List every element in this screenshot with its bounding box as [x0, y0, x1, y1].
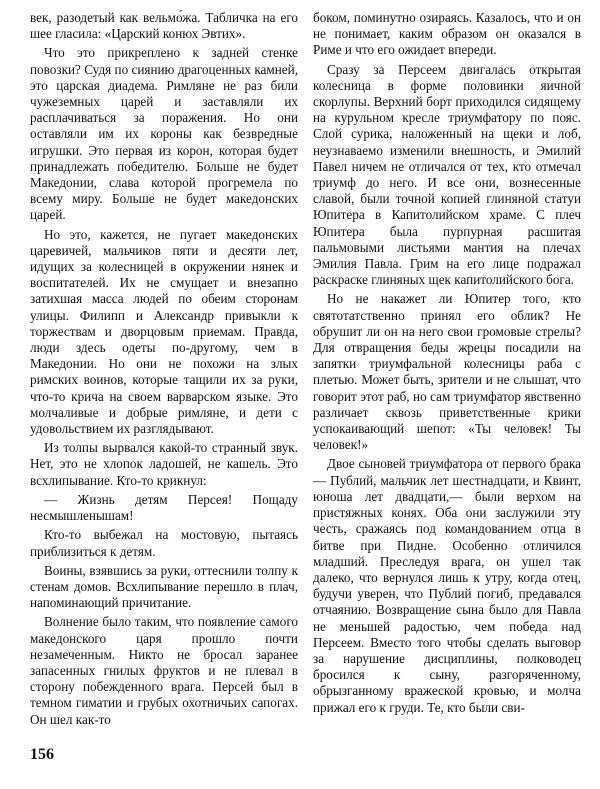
paragraph: Из толпы вырвался какой-то странный звук. Нет, это не хлопок ладошей, не кашель. Это всхлипывание. Кто-то крикнул: — [30, 440, 298, 488]
paragraph: боком, поминутно озираясь. Казалось, что и он не понимает, каким образом он оказался в Риме и что его ожидает впереди. — [313, 10, 581, 58]
paragraph: Но это, кажется, не пугает македонских царевичей, мальчиков пяти и десяти лет, идущих за колесницей в окружении нянек и воспитателей. Их не смущает и внезапно затихшая масса людей по обеим сторонам улицы. Филипп и Александр привыкли к торжествам и дворцовым приемам. Правда, люди здесь одеты по-другому, чем в Македонии. Но они не похожи на злых римских воинов, которые тащили их за руки, что-то крича на своем варварском языке. Это молчаливые и добрые римляне, и дети с удовольствием их разглядывают. — [30, 226, 298, 437]
paragraph: век, разодетый как вельмо́жа. Табличка на его шее гласила: «Царский конюх Эвтих». — [30, 10, 298, 42]
paragraph: Воины, взявшись за руки, оттеснили толпу к стенам домов. Всхлипывание перешло в плач, напоминающий причитание. — [30, 562, 298, 611]
paragraph: — Жизнь детям Персея! Пощаду несмышленышам! — [30, 491, 298, 524]
paragraph: Что это прикреплено к задней стенке повозки? Судя по сиянию драгоценных камней, это царская диадема. Римляне не раз били чужеземных царей и заставляли их расплачиваться за поражения. Но они оставляли им их короны как безвредные игрушки. Это первая из корон, которая будет принадлежать победителю. Больше не будет Македонии, слава которой прогремела по всему миру. Больше не будет македонских царей. — [30, 45, 298, 223]
paragraph: Двое сыновей триумфатора от первого брака — Публий, мальчик лет шестнадцати, и Квинт, юноша лет двадцати,— были верхом на пристяжных конях. Оба они заслужили эту честь, сражаясь под командованием отца в битве при Пидне. Особенно отличился младший. Преследуя врага, он ушел так далеко, что вернулся лишь к утру, когда отец, будучи уверен, что Публий погиб, предавался отчаянию. Возвращение сына было для Павла не меньшей радостью, чем победа над Персеем. Вместо того чтобы сделать выговор за нарушение дисциплины, полководец бросился к сыну, разгоряченному, обрызганному вражеской кровью, и молча прижал его к груди. Те, кто были сви- — [313, 456, 581, 715]
paragraph: Волнение было таким, что появление самого македонского царя прошло почти незамеченным. Никто не бросал заранее запасенных гнилых фруктов и не плевал в сторону побежденного врага. Персей был в темном гиматии и грубых охотничьих сапогах. Он шел как-то — [30, 614, 298, 727]
right-text-column — [313, 10, 581, 719]
left-text-column — [30, 10, 298, 731]
page-number: 156 — [30, 746, 54, 763]
paragraph: Сразу за Персеем двигалась открытая колесница в форме половинки яичной скорлупы. Верхний борт приходился сидящему на курульном кресле триумфатору по пояс. Слой сурика, наложенный на щеки и лоб, неузнаваемо изменили внешность, и Эмилий Павел ничем не отличался от тех, кто отмечал триумф до него. И все они, вознесенные славой, были точной копией глиняной статуи Юпитера в Капитолийском храме. С плеч Юпитера была пурпурная расшитая пальмовыми листьями мантия на плечах Эмилия Павла. Грим на его лице подражал раскраске глиняных щек капитолийского бога. — [313, 61, 581, 288]
paragraph: Но не накажет ли Юпитер того, кто святотатственно принял его облик? Не обрушит ли он на него свои громовые стрелы? Для отвращения беды жрецы посадили на запятки триумфальной колесницы раба с плетью. Может быть, зрители и не слышат, что говорит этот раб, но сам триумфатор явственно различает сквозь приветственные крики успокаивающий шепот: «Ты человек! Ты человек!» — [313, 291, 581, 453]
paragraph: Кто-то выбежал на мостовую, пытаясь приблизиться к детям. — [30, 527, 298, 559]
